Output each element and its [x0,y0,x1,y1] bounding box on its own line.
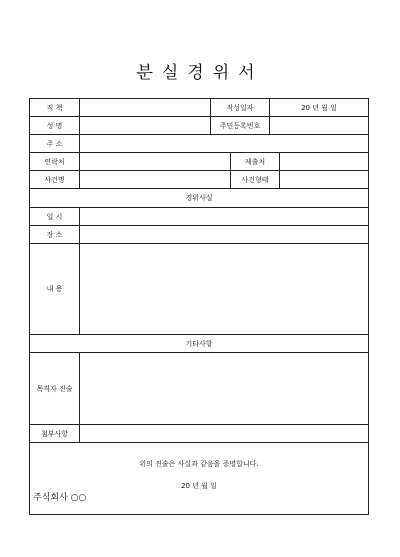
name-label: 성 명 [46,121,63,130]
report-form [29,98,369,515]
id-number-field[interactable] [270,117,368,134]
certification-statement: 위의 진술은 사실과 같음을 증명합니다. [139,460,259,468]
when-label: 일 시 [46,212,63,221]
submit-to-label: 제출처 [244,157,266,166]
job-title-field[interactable] [80,99,210,116]
other-section-header: 기타사항 [185,339,213,348]
date-value[interactable]: 20 년 월 일 [301,103,337,112]
where-label: 장 소 [46,230,63,239]
attachment-field[interactable] [80,425,368,442]
row-divider [30,442,368,443]
attachment-label: 첨부사항 [40,429,69,438]
id-number-label: 주민등록번호 [219,121,261,130]
address-field[interactable] [80,135,368,152]
date-label: 작성일자 [226,103,254,112]
incident-field[interactable] [80,171,230,188]
contact-field[interactable] [80,153,230,170]
witness-field[interactable] [80,353,368,424]
submit-to-field[interactable] [280,153,368,170]
content-field[interactable] [80,244,368,334]
incident-label: 사건명 [44,175,65,184]
incident-type-label: 사건형태 [241,175,269,184]
witness-label: 목격자 진술 [36,384,73,393]
job-title-label: 직 책 [46,103,63,112]
when-field[interactable] [80,208,368,225]
statement-date: 20 년 월 일 [181,482,217,490]
incident-type-field[interactable] [280,171,368,188]
company-name: 주식회사 ○○ [33,493,87,503]
contact-label: 연락처 [44,157,65,166]
content-label: 내 용 [46,285,63,293]
document-title: 분실경위서 [136,63,264,83]
where-field[interactable] [80,226,368,243]
circumstance-section-header: 경위사실 [185,194,213,202]
name-field[interactable] [80,117,210,134]
address-label: 주 소 [46,139,63,148]
